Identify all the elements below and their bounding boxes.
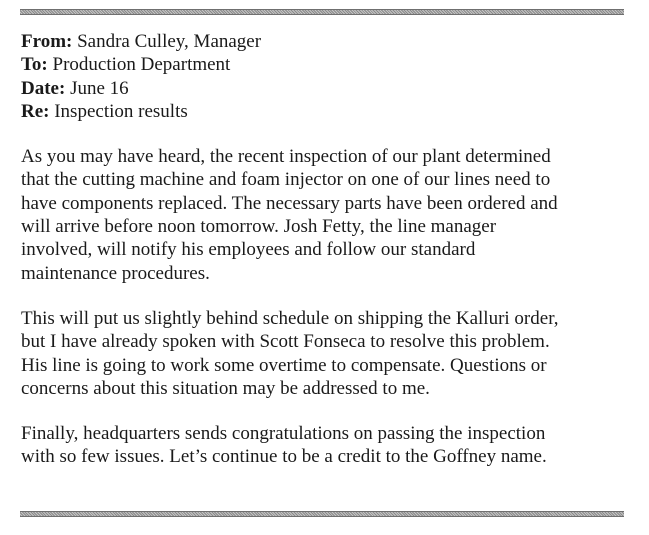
memo-paragraph-1: As you may have heard, the recent inspection of our plant determined that the cutting machine and foam injector on one of our lines need to have components replaced. The necessary parts have been ordered and will arrive before noon tomorrow. Josh Fetty, the line manager involved, will notify his employees and follow our standard maintenance procedures. (21, 146, 558, 284)
to-label: To: (21, 54, 48, 76)
memo-header (21, 30, 621, 123)
from-value: Sandra Culley, Manager (77, 31, 262, 52)
top-divider (20, 9, 624, 15)
date-line (21, 77, 621, 100)
to-line (21, 53, 621, 76)
date-label: Date: (21, 77, 66, 99)
re-label: Re: (21, 100, 50, 122)
re-line (21, 100, 621, 123)
bottom-divider (20, 511, 624, 517)
memo (21, 30, 621, 469)
from-label: From: (21, 31, 73, 52)
memo-paragraph-2: This will put us slightly behind schedule on shipping the Kalluri order, but I have already spoken with Scott Fonseca to resolve this problem. His line is going to work some overtime to compensate. Questions or concerns about this situation may be addressed to me. (21, 307, 559, 399)
from-line (21, 30, 621, 53)
date-value: June 16 (70, 77, 129, 99)
to-value: Production Department (52, 54, 231, 76)
memo-paragraph-3: Finally, headquarters sends congratulations on passing the inspection with so few issues. Let’s continue to be a credit to the Goffney name. (21, 423, 547, 468)
re-value: Inspection results (54, 100, 188, 122)
